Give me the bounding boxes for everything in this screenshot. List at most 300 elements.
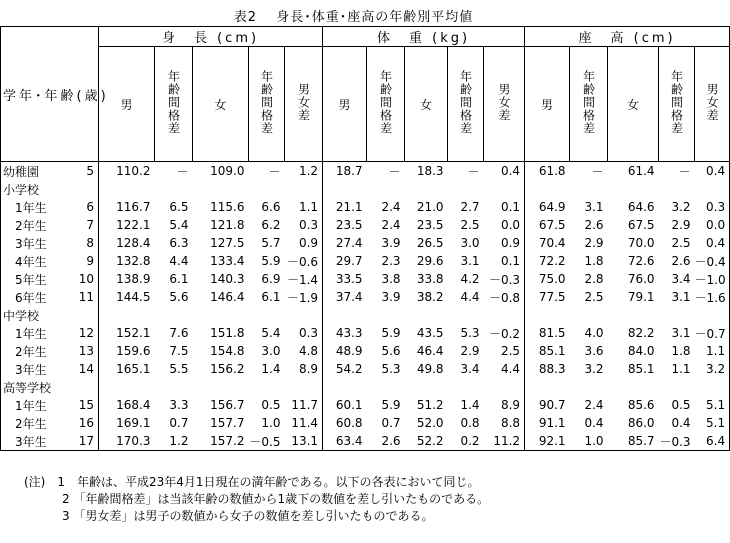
table-cell: 2.4 (584, 398, 604, 412)
table-cell: 26.5 (416, 236, 444, 250)
table-cell: 92.1 (525, 432, 570, 451)
table-cell (484, 378, 525, 396)
table-row (1, 414, 730, 432)
table-cell: 2.8 (584, 272, 604, 286)
table-cell: 37.4 (335, 290, 363, 304)
table-cell: 18.3 (416, 164, 444, 178)
row-label: 4年生 (1, 252, 75, 270)
footnote-1: (注) 1 年齢は、平成23年4月1日現在の満年齢である。以下の各表において同じ。 (24, 475, 480, 489)
table-cell: －1.4 (285, 270, 323, 288)
table-cell: 5.3 (460, 326, 480, 340)
table-cell: 67.5 (538, 218, 566, 232)
table-cell: 0.4 (584, 416, 604, 430)
table-cell: 5.4 (261, 326, 281, 340)
table-cell (405, 378, 448, 396)
table-cell: 33.8 (416, 272, 444, 286)
col-sexdiff: 男女差 (705, 83, 720, 122)
table-cell: 165.1 (116, 362, 151, 376)
table-cell (570, 378, 608, 396)
table-cell: 159.6 (116, 344, 151, 358)
row-age: 15 (75, 396, 99, 414)
table-cell: 23.5 (416, 218, 444, 232)
table-cell: 169.1 (116, 416, 151, 430)
table-cell: 5.5 (169, 362, 189, 376)
table-cell: 1.0 (570, 432, 608, 451)
table-cell (367, 306, 405, 324)
table-cell: 52.2 (405, 432, 448, 451)
table-cell: 109.0 (210, 164, 245, 178)
col-male: 男 (120, 97, 133, 112)
table-cell: 128.4 (116, 236, 151, 250)
col-female-agediff: 年齢間格差 (259, 70, 274, 135)
table-cell: 5.1 (695, 414, 730, 432)
table-cell: 3.0 (261, 344, 281, 358)
table-cell: 60.8 (335, 416, 363, 430)
row-label: 中学校 (1, 306, 75, 324)
table-row (1, 288, 730, 306)
table-cell: 63.4 (323, 432, 367, 451)
table-cell: 5.6 (381, 344, 401, 358)
table-cell: 3.2 (695, 360, 730, 378)
table-cell: 3.0 (460, 236, 480, 250)
row-age (75, 180, 99, 198)
table-cell: 6.5 (169, 200, 189, 214)
table-cell: 156.2 (210, 362, 245, 376)
table-cell: 85.1 (538, 344, 566, 358)
table-cell: 3.9 (381, 236, 401, 250)
table-cell: － (467, 164, 480, 179)
table-cell (525, 306, 570, 324)
row-age: 8 (75, 234, 99, 252)
table-cell: 1.8 (671, 344, 691, 358)
table-cell: 2.9 (671, 218, 691, 232)
table-cell: 157.2 (193, 432, 249, 451)
table-row (1, 432, 730, 451)
table-row (1, 360, 730, 378)
table-cell: －1.9 (285, 288, 323, 306)
table-cell (285, 306, 323, 324)
table-cell: 121.8 (210, 218, 245, 232)
table-cell: 5.3 (381, 362, 401, 376)
col-male: 男 (338, 97, 351, 112)
table-cell: 72.2 (538, 254, 566, 268)
table-cell: 0.4 (695, 162, 730, 181)
table-cell: 13.1 (285, 432, 323, 451)
table-cell: 1.1 (671, 362, 691, 376)
col-female-agediff: 年齢間格差 (669, 70, 684, 135)
table-cell (448, 306, 484, 324)
table-cell: 8.9 (285, 360, 323, 378)
table-cell: － (388, 164, 401, 179)
table-cell: 1.1 (695, 342, 730, 360)
table-cell: 23.5 (335, 218, 363, 232)
table-cell: 5.6 (169, 290, 189, 304)
table-row (1, 396, 730, 414)
col-sexdiff: 男女差 (296, 83, 311, 122)
table-cell: 29.6 (416, 254, 444, 268)
table-cell: 60.1 (335, 398, 363, 412)
table-row (1, 180, 730, 198)
table-cell: 8.9 (484, 396, 525, 414)
row-age: 10 (75, 270, 99, 288)
table-cell: 85.6 (627, 398, 655, 412)
table-cell: 2.6 (671, 254, 691, 268)
table-cell: 6.9 (261, 272, 281, 286)
table-row (1, 216, 730, 234)
table-cell (695, 378, 730, 396)
table-cell: 168.4 (116, 398, 151, 412)
col-female: 女 (214, 97, 227, 112)
table-cell (608, 306, 659, 324)
table-cell: 67.5 (627, 218, 655, 232)
table-cell (249, 180, 285, 198)
table-cell: 5.9 (261, 254, 281, 268)
table-cell (155, 180, 193, 198)
table-cell: 0.7 (169, 416, 189, 430)
table-cell (193, 306, 249, 324)
table-cell: － (678, 164, 691, 179)
table-cell (659, 180, 695, 198)
table-cell: 152.1 (116, 326, 151, 340)
table-cell: 0.2 (448, 432, 484, 451)
table-cell: －0.3 (659, 432, 695, 451)
table-cell (448, 180, 484, 198)
table-cell: 2.5 (584, 290, 604, 304)
table-cell (323, 306, 367, 324)
table-cell (525, 378, 570, 396)
table-cell: 5.9 (381, 398, 401, 412)
col-female-agediff: 年齢間格差 (458, 70, 473, 135)
table-cell: 3.6 (584, 344, 604, 358)
table-cell: 52.0 (416, 416, 444, 430)
table-cell: 76.0 (627, 272, 655, 286)
table-cell: 5.1 (695, 396, 730, 414)
table-cell (367, 180, 405, 198)
table-cell: 29.7 (335, 254, 363, 268)
table-cell: 3.4 (460, 362, 480, 376)
table-cell: 46.4 (416, 344, 444, 358)
row-age: 17 (75, 432, 99, 451)
row-age: 7 (75, 216, 99, 234)
table-cell (155, 378, 193, 396)
row-age: 13 (75, 342, 99, 360)
row-label: 2年生 (1, 342, 75, 360)
table-cell: 0.9 (484, 234, 525, 252)
row-label: 5年生 (1, 270, 75, 288)
row-age (75, 306, 99, 324)
table-cell: 2.6 (584, 218, 604, 232)
table-cell: 5.4 (169, 218, 189, 232)
table-cell: 3.1 (671, 290, 691, 304)
table-cell (193, 378, 249, 396)
row-age: 12 (75, 324, 99, 342)
table-cell (249, 378, 285, 396)
table-title: 表2 身長･体重･座高の年齢別平均値 (233, 10, 474, 25)
group-weight: 体 重 (kg) (323, 27, 525, 47)
col-male-agediff: 年齢間格差 (378, 70, 393, 135)
table-cell (99, 306, 155, 324)
table-cell: 2.9 (584, 236, 604, 250)
table-cell: 6.1 (169, 272, 189, 286)
table-row (1, 324, 730, 342)
row-age: 5 (75, 162, 99, 181)
table-cell: 51.2 (416, 398, 444, 412)
table-cell: 2.5 (460, 218, 480, 232)
col-male-agediff: 年齢間格差 (166, 70, 181, 135)
table-cell: 5.9 (381, 326, 401, 340)
row-age: 9 (75, 252, 99, 270)
group-sitting-height: 座 高 (cm) (525, 27, 730, 47)
table-cell: 5.7 (261, 236, 281, 250)
table-cell: 0.3 (285, 216, 323, 234)
table-cell: 3.8 (381, 272, 401, 286)
table-cell: 2.3 (381, 254, 401, 268)
col-male: 男 (541, 97, 554, 112)
row-label: 3年生 (1, 360, 75, 378)
table-cell: － (176, 164, 189, 179)
table-cell: 61.8 (538, 164, 566, 178)
table-cell: 6.3 (169, 236, 189, 250)
table-cell: 3.1 (460, 254, 480, 268)
table-cell: 151.8 (210, 326, 245, 340)
table-cell: 21.0 (416, 200, 444, 214)
table-cell: 0.0 (484, 216, 525, 234)
table-cell: 0.1 (484, 252, 525, 270)
footnotes (24, 474, 489, 525)
table-cell: 33.5 (335, 272, 363, 286)
table-cell (570, 306, 608, 324)
table-cell (285, 180, 323, 198)
footnote-2: 2 「年齢間格差」は当該年齢の数値から1歳下の数値を差し引いたものである。 (62, 492, 490, 506)
table-cell: 1.8 (584, 254, 604, 268)
row-age: 14 (75, 360, 99, 378)
table-cell (323, 378, 367, 396)
table-cell: 18.7 (335, 164, 363, 178)
table-cell: 3.2 (584, 362, 604, 376)
table-cell: 91.1 (538, 416, 566, 430)
table-cell: 3.4 (671, 272, 691, 286)
table-cell: 170.3 (99, 432, 155, 451)
table-cell: 70.0 (627, 236, 655, 250)
table-cell: 0.1 (484, 198, 525, 216)
table-cell: 116.7 (116, 200, 151, 214)
table-cell (608, 180, 659, 198)
table-row (1, 234, 730, 252)
row-age: 16 (75, 414, 99, 432)
table-cell: 88.3 (538, 362, 566, 376)
table-cell: 146.4 (210, 290, 245, 304)
row-age (75, 378, 99, 396)
row-header: 学年･年齢(歳) (1, 27, 99, 162)
table-cell (659, 378, 695, 396)
table-cell: 3.9 (381, 290, 401, 304)
table-cell: 110.2 (116, 164, 151, 178)
table-cell: 49.8 (416, 362, 444, 376)
group-height: 身 長 (cm) (99, 27, 323, 47)
table-cell: 81.5 (538, 326, 566, 340)
table-cell (484, 306, 525, 324)
table-cell (484, 180, 525, 198)
table-cell: 6.2 (261, 218, 281, 232)
table-cell: －0.7 (695, 324, 730, 342)
footnote-3: 3 「男女差」は男子の数値から女子の数値を差し引いたものである。 (62, 509, 434, 523)
table-cell (695, 306, 730, 324)
col-female: 女 (627, 97, 640, 112)
table-cell: －0.2 (484, 324, 525, 342)
table-cell: －1.6 (695, 288, 730, 306)
table-cell: 11.2 (484, 432, 525, 451)
table-cell: 90.7 (538, 398, 566, 412)
table-cell: 2.5 (671, 236, 691, 250)
table-cell: 6.4 (695, 432, 730, 451)
table-cell: 1.2 (155, 432, 193, 451)
table-cell: 86.0 (627, 416, 655, 430)
stats-table (0, 26, 730, 451)
table-cell: 0.8 (460, 416, 480, 430)
table-cell (570, 180, 608, 198)
row-label: 3年生 (1, 234, 75, 252)
table-cell: 2.9 (460, 344, 480, 358)
table-cell (659, 306, 695, 324)
table-cell: 61.4 (627, 164, 655, 178)
table-cell: －0.4 (695, 252, 730, 270)
table-cell: 3.2 (671, 200, 691, 214)
col-male-agediff: 年齢間格差 (581, 70, 596, 135)
table-cell (448, 378, 484, 396)
table-cell: 72.6 (627, 254, 655, 268)
table-cell: 11.4 (285, 414, 323, 432)
table-cell: 3.1 (671, 326, 691, 340)
table-cell: 0.9 (285, 234, 323, 252)
table-cell: 27.4 (335, 236, 363, 250)
row-label: 高等学校 (1, 378, 75, 396)
table-cell: 0.4 (695, 234, 730, 252)
table-cell (695, 180, 730, 198)
table-cell: －0.8 (484, 288, 525, 306)
table-cell: 43.5 (416, 326, 444, 340)
col-sexdiff: 男女差 (497, 83, 512, 122)
table-cell: 2.4 (381, 200, 401, 214)
table-cell (367, 378, 405, 396)
table-cell: 11.7 (285, 396, 323, 414)
table-cell: 127.5 (210, 236, 245, 250)
table-cell: 0.5 (671, 398, 691, 412)
table-row (1, 198, 730, 216)
col-female: 女 (420, 97, 433, 112)
table-cell: 2.7 (460, 200, 480, 214)
table-cell: 4.4 (460, 290, 480, 304)
table-cell: 85.7 (608, 432, 659, 451)
table-cell: 154.8 (210, 344, 245, 358)
table-cell: 0.3 (285, 324, 323, 342)
table-cell: 138.9 (116, 272, 151, 286)
table-cell: 43.3 (335, 326, 363, 340)
table-cell: 70.4 (538, 236, 566, 250)
subheader-row (1, 47, 730, 162)
table-cell: 77.5 (538, 290, 566, 304)
table-cell: 3.1 (584, 200, 604, 214)
table-cell: 2.5 (484, 342, 525, 360)
table-cell: 3.3 (169, 398, 189, 412)
table-cell: 2.4 (381, 218, 401, 232)
table-cell: 132.8 (116, 254, 151, 268)
table-cell: 8.8 (484, 414, 525, 432)
row-age: 11 (75, 288, 99, 306)
table-row (1, 306, 730, 324)
table-cell (285, 378, 323, 396)
table-cell: 157.7 (210, 416, 245, 430)
table-cell (323, 180, 367, 198)
table-cell (99, 180, 155, 198)
row-label: 1年生 (1, 396, 75, 414)
table-cell: 0.5 (261, 398, 281, 412)
table-cell: 133.4 (210, 254, 245, 268)
table-row (1, 342, 730, 360)
table-cell: 84.0 (627, 344, 655, 358)
table-cell: －0.6 (285, 252, 323, 270)
table-cell: － (591, 164, 604, 179)
table-cell: 0.3 (695, 198, 730, 216)
table-cell: 2.6 (367, 432, 405, 451)
table-cell: 156.7 (210, 398, 245, 412)
row-label: 6年生 (1, 288, 75, 306)
row-label: 1年生 (1, 324, 75, 342)
table-cell: 1.1 (285, 198, 323, 216)
table-cell: 85.1 (627, 362, 655, 376)
table-cell: 1.4 (460, 398, 480, 412)
table-cell: －1.0 (695, 270, 730, 288)
table-cell: 48.9 (335, 344, 363, 358)
table-body (1, 162, 730, 451)
table-cell (155, 306, 193, 324)
table-cell: 64.9 (538, 200, 566, 214)
table-cell: 122.1 (116, 218, 151, 232)
table-row (1, 270, 730, 288)
table-cell: 4.0 (584, 326, 604, 340)
table-cell: 0.4 (484, 162, 525, 181)
table-row (1, 162, 730, 181)
table-cell: 4.4 (484, 360, 525, 378)
table-cell: 1.0 (261, 416, 281, 430)
table-cell: 140.3 (210, 272, 245, 286)
table-cell: 4.8 (285, 342, 323, 360)
table-cell: 0.7 (381, 416, 401, 430)
table-cell: 7.6 (169, 326, 189, 340)
row-label: 幼稚園 (1, 162, 75, 181)
row-label: 2年生 (1, 216, 75, 234)
table-cell (608, 378, 659, 396)
table-cell (193, 180, 249, 198)
table-cell: 144.5 (116, 290, 151, 304)
row-label: 2年生 (1, 414, 75, 432)
table-cell (405, 306, 448, 324)
row-label: 1年生 (1, 198, 75, 216)
table-cell: 1.4 (261, 362, 281, 376)
table-cell: 75.0 (538, 272, 566, 286)
table-cell (525, 180, 570, 198)
table-cell: 6.1 (261, 290, 281, 304)
table-cell: － (268, 164, 281, 179)
row-label: 小学校 (1, 180, 75, 198)
row-label: 3年生 (1, 432, 75, 451)
table-cell (405, 180, 448, 198)
table-cell: 7.5 (169, 344, 189, 358)
table-cell: 115.6 (210, 200, 245, 214)
table-cell: 0.0 (695, 216, 730, 234)
table-cell: 4.4 (169, 254, 189, 268)
table-cell: 79.1 (627, 290, 655, 304)
table-cell: 4.2 (460, 272, 480, 286)
